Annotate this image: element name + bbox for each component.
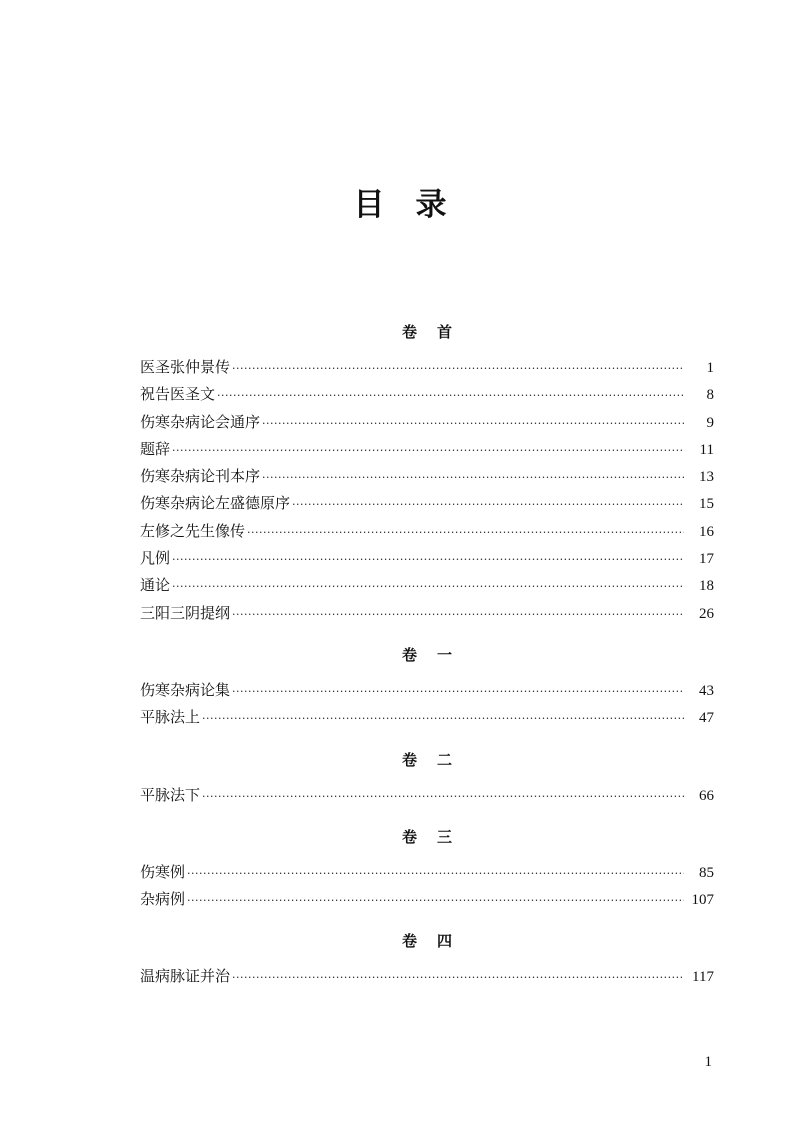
section-heading (140, 927, 714, 955)
entry-label: 题辞 (140, 439, 171, 458)
entry-label: 通论 (140, 576, 171, 595)
dot-leader (187, 860, 684, 887)
section-heading-volume: 卷 (401, 932, 417, 951)
page-title: 目 录 (353, 187, 447, 223)
entry-page-number: 11 (699, 441, 714, 458)
entry-label: 祝告医圣文 (140, 385, 216, 404)
entry-page-number: 107 (691, 892, 714, 909)
entry-page-number: 43 (699, 682, 714, 699)
dot-leader (292, 491, 684, 518)
dot-leader (262, 464, 684, 491)
entry-page-number: 66 (699, 787, 714, 804)
entry-label: 平脉法上 (140, 708, 201, 727)
section-entries (140, 782, 714, 809)
section-heading (140, 318, 714, 346)
dot-leader (232, 601, 684, 628)
section-heading-number: 一 (437, 645, 453, 664)
dot-leader (232, 678, 684, 705)
section-entries (140, 963, 714, 990)
dot-leader (172, 573, 684, 600)
entry-page-number: 26 (699, 605, 714, 622)
entry-label: 伤寒杂病论会通序 (140, 412, 261, 431)
section-heading-number: 三 (437, 827, 453, 846)
table-of-contents (140, 318, 714, 1005)
entry-page-number: 17 (699, 551, 714, 568)
entry-label: 三阳三阴提纲 (140, 603, 231, 622)
section-heading-volume: 卷 (401, 645, 417, 664)
dot-leader (172, 437, 684, 464)
toc-entry[interactable] (140, 354, 714, 381)
dot-leader (187, 887, 684, 914)
entry-page-number: 47 (699, 710, 714, 727)
entry-label: 温病脉证并治 (140, 967, 231, 986)
section-heading (140, 641, 714, 669)
toc-entry[interactable] (140, 963, 714, 990)
toc-entry[interactable] (140, 572, 714, 599)
toc-entry[interactable] (140, 704, 714, 731)
dot-leader (262, 410, 684, 437)
entry-label: 杂病例 (140, 890, 186, 909)
dot-leader (232, 964, 684, 991)
section-entries (140, 859, 714, 914)
entry-page-number: 85 (699, 864, 714, 881)
toc-entry[interactable] (140, 886, 714, 913)
toc-entry[interactable] (140, 545, 714, 572)
dot-leader (202, 783, 684, 810)
dot-leader (202, 705, 684, 732)
entry-label: 伤寒例 (140, 862, 186, 881)
toc-entry[interactable] (140, 381, 714, 408)
section-heading (140, 746, 714, 774)
toc-entry[interactable] (140, 436, 714, 463)
section-heading-volume: 卷 (401, 323, 417, 341)
toc-entry[interactable] (140, 677, 714, 704)
entry-label: 伤寒杂病论集 (140, 680, 231, 699)
toc-entry[interactable] (140, 518, 714, 545)
toc-entry[interactable] (140, 490, 714, 517)
dot-leader (247, 519, 684, 546)
entry-page-number: 117 (692, 969, 714, 986)
entry-label: 伤寒杂病论刊本序 (140, 467, 261, 486)
section-heading-number: 首 (437, 323, 453, 341)
entry-page-number: 15 (699, 496, 714, 513)
entry-label: 凡例 (140, 549, 171, 568)
toc-entry[interactable] (140, 859, 714, 886)
entry-label: 平脉法下 (140, 785, 201, 804)
dot-leader (172, 546, 684, 573)
dot-leader (217, 382, 684, 409)
section-heading-volume: 卷 (401, 750, 417, 769)
section-heading (140, 823, 714, 851)
entry-page-number: 9 (706, 414, 714, 431)
section-heading-number: 四 (437, 932, 453, 951)
section-heading-volume: 卷 (401, 827, 417, 846)
section-entries (140, 354, 714, 627)
toc-entry[interactable] (140, 409, 714, 436)
entry-label: 医圣张仲景传 (140, 358, 231, 376)
entry-page-number: 8 (706, 387, 714, 404)
entry-page-number: 13 (699, 469, 714, 486)
entry-page-number: 1 (706, 360, 714, 376)
section-heading-number: 二 (437, 750, 453, 769)
entry-label: 左修之先生像传 (140, 521, 246, 540)
section-entries (140, 677, 714, 732)
toc-entry[interactable] (140, 600, 714, 627)
page-number: 1 (704, 1054, 712, 1070)
entry-label: 伤寒杂病论左盛德原序 (140, 494, 291, 513)
entry-page-number: 16 (699, 523, 714, 540)
dot-leader (232, 355, 684, 382)
toc-entry[interactable] (140, 782, 714, 809)
toc-entry[interactable] (140, 463, 714, 490)
entry-page-number: 18 (699, 578, 714, 595)
